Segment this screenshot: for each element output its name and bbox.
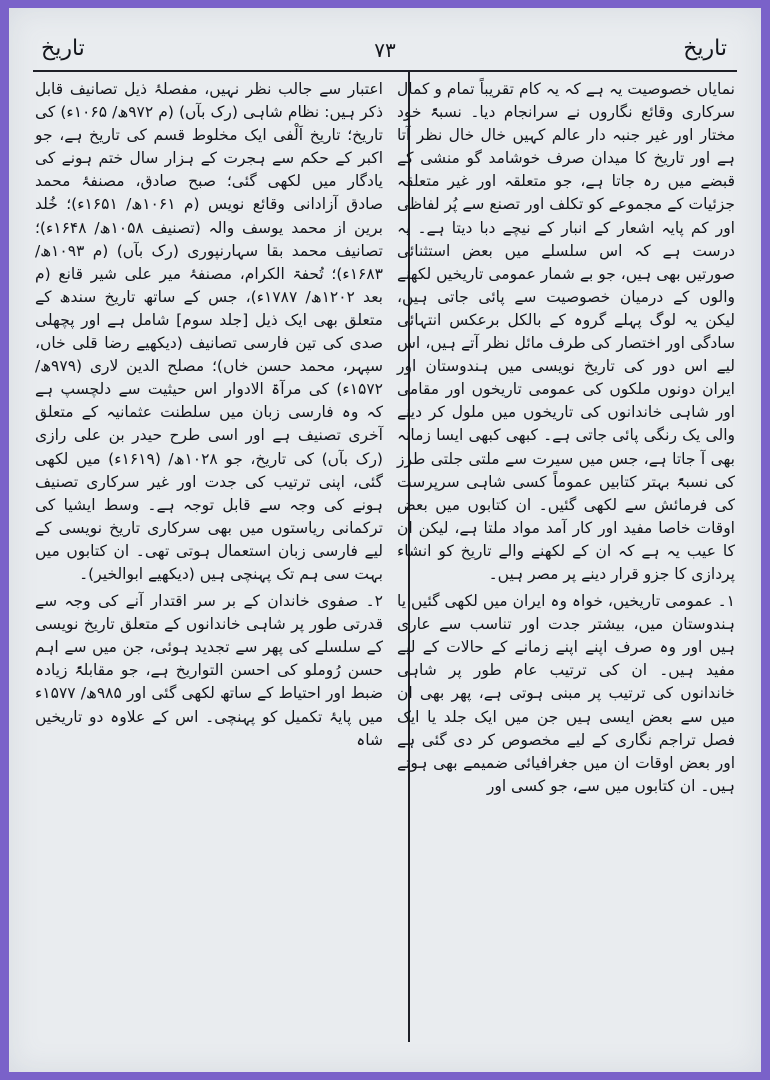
paragraph: اعتبار سے جالب نظر نہیں، مفصلۂ ذیل تصانیف قابل ذکر ہیں: نظام شاہی (رک بآں) (م ۹۷۲ھ/ ۱۰۶۵ء) کی تاریخ؛ تاریخ اَلْفی ایک مخلوط قسم کی تاریخ ہے، جو اکبر کے حکم سے ہجرت کے ہزار سال ختم ہونے کی یادگار میں لکھی گئی؛ صبح صادق، مصنفۂ محمد صادق آزادانی وقائع نویس (م ۱۰۶۱ھ/ ۱۶۵۱ء)؛ خُلد برین از محمد یوسف والہ (تصنیف ۱۰۵۸ھ/ ۱۶۴۸ء)؛ تصانیف محمد بقا سہارنپوری (رک بآں) (م ۱۰۹۳ھ/ ۱۶۸۳ء)؛ تُحفۃ الکرام، مصنفۂ میر علی شیر قانع (م بعد ۱۲۰۲ھ/ ۱۷۸۷ء)، جس کے ساتھ تاریخ سندھ کے متعلق بھی ایک ذیل [جلد سوم] شامل ہے اور پچھلی صدی کی تین فارسی تصانیف (دیکھیے رضا قلی خاں، سپہر، محمد حسن خاں)؛ مصلح الدین لاری (۹۷۹ھ/ ۱۵۷۲ء) کی مرآۃ الادوار اس حیثیت سے دلچسپ ہے کہ وہ فارسی زبان میں سلطنت عثمانیہ کے متعلق آخری تصنیف ہے اور اسی طرح حیدر بن علی رازی (رک بآں) کی تاریخ، جو ۱۰۲۸ھ/ (۱۶۱۹ء) میں لکھی گئی، اپنی ترتیب کی جدت اور غیر سرکاری تصنیف ہونے کی وجہ سے قابل توجہ ہے۔ وسط ایشیا کی ترکمانی ریاستوں میں بھی سرکاری تاریخ نویسی کے لیے فارسی زبان استعمال ہوتی تھی۔ ان کتابوں میں بہت سی ہم تک پہنچی ہیں (دیکھیے ابوالخیر)۔ (35, 80, 383, 583)
header-title-left: تاریخ (41, 36, 85, 61)
paragraph: ۱۔ عمومی تاریخیں، خواہ وہ ایران میں لکھی گئیں یا ہندوستان میں، بیشتر جدت اور تناسب سے عاری ہیں اور وہ صرف اپنے اپنے زمانے کے حالات کے لیے مفید ہیں۔ ان کی ترتیب عام طور پر شاہی خاندانوں کی ترتیب پر مبنی ہوتی ہے، پھر بھی ان میں سے بعض ایسی ہیں جن میں ایک جلد یا ایک فصل تراجم نگاری کے لیے مخصوص کر دی گئی ہے اور بعض اوقات ان میں جغرافیائی ضمیمے بھی ہوتے ہیں۔ ان کتابوں میں سے، جو کسی اور (397, 592, 735, 795)
header-rule (33, 70, 737, 72)
paragraph: نمایاں خصوصیت یہ ہے کہ یہ کام تقریباً تمام و کمال سرکاری وقائع نگاروں نے سرانجام دیا۔ نسبۃً خود مختار اور غیر جنبہ دار عالم کہیں خال خال نظر آتا ہے اور تاریخ کا میدان صرف خوشامد گو منشی کے قبضے میں رہ جاتا ہے، جو متعلقہ اور غیر متعلقہ جزئیات کے مجموعے کو تکلف اور تصنع سے پُر لفاظی اور کم پایہ اشعار کے انبار کے نیچے دبا دیتا ہے۔ یہ درست ہے کہ اس سلسلے میں بعض استثنائی صورتیں بھی ہیں، جو بے شمار عمومی تاریخیں لکھنے والوں کے درمیان خصوصیت سے پائی جاتی ہیں، لیکن یہ لوگ پہلے گروہ کے بالکل برعکس انتہائی سادگی اور اختصار کی طرف مائل نظر آتے ہیں، اس لیے اس دور کی تاریخ نویسی میں ہندوستان اور ایران دونوں ملکوں کی عمومی تاریخوں اور مقامی اور شاہی خاندانوں کی تاریخوں میں ملول کر دینے والی یک رنگی پائی جاتی ہے۔ کبھی کبھی ایسا زمانہ بھی آ جاتا ہے، جس میں سیرت سے ملتی جلتی طرز کی نسبۃً بہتر کتابیں عموماً کسی شاہی سرپرست کی فرمائش سے لکھی گئیں۔ ان کتابوں میں بعض اوقات خاصا مفید اور کار آمد مواد ملتا ہے، لیکن ان کا عیب یہ ہے کہ ان کے لکھنے والے تاریخ کو انشاء پردازی کا جزو قرار دینے پر مصر ہیں۔ (397, 80, 735, 583)
right-column (397, 78, 735, 798)
page-number: ۷۳ (374, 38, 396, 62)
left-column (35, 78, 383, 752)
document-page (9, 8, 761, 1072)
running-header (9, 36, 761, 70)
header-title-right: تاریخ (683, 36, 727, 61)
paragraph: ۲۔ صفوی خاندان کے بر سر اقتدار آنے کی وجہ سے قدرتی طور پر شاہی خاندانوں کے متعلق تاریخ نویسی کے سلسلے کی پھر سے تجدید ہوئی، جن میں سے اہم حسن رُوملو کی احسن التواریخ ہے، جو مقابلۃً زیادہ ضبط اور احتیاط کے ساتھ لکھی گئی اور ۹۸۵ھ/ ۱۵۷۷ء میں پایۂ تکمیل کو پہنچی۔ اس کے علاوہ دو تاریخیں شاہ (35, 592, 383, 749)
